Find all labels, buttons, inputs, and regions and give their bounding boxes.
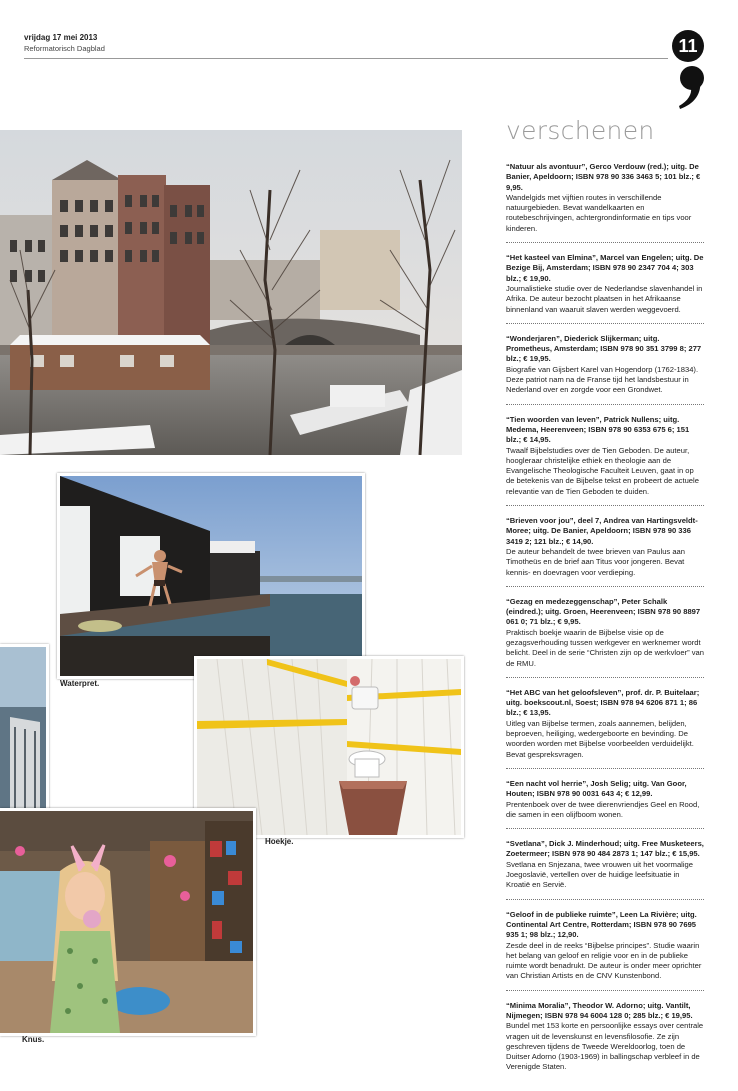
book-heading: “Brieven voor jou”, deel 7, Andrea van Hartingsveldt-Moree; uitg. De Banier, Apeldoorn; ISBN 978 90 336 3419 2; 121 blz.; € 14,90.	[506, 516, 698, 546]
section-title: verschenen	[506, 116, 655, 145]
comma-logo-icon	[672, 64, 712, 110]
list-item	[506, 910, 704, 991]
page-number: 11	[672, 30, 704, 62]
list-item	[506, 253, 704, 324]
list-item	[506, 839, 704, 899]
book-heading: “Minima Moralia”, Theodor W. Adorno; uitg. Vantilt, Nijmegen; ISBN 978 94 6004 128 0; 285 blz.; € 19,95.	[506, 1000, 693, 1020]
list-item	[506, 779, 704, 829]
book-description: Praktisch boekje waarin de Bijbelse visie op de gezagsverhouding tussen werkgever en werknemer wordt belicht. Deel in de serie “Christen zijn op de werkvloer” van de RMU.	[506, 627, 704, 668]
newspaper-name: Reformatorisch Dagblad	[24, 44, 105, 53]
book-description: Journalistieke studie over de Nederlandse slavenhandel in Afrika. De auteur bezocht plaatsen in het Afrikaanse binnenland van waaruit slaven werden weggevoerd.	[506, 283, 703, 314]
book-heading: “Natuur als avontuur”, Gerco Verdouw (red.); uitg. De Banier, Apeldoorn; ISBN 978 90 336 3463 5; 101 blz.; € 9,95.	[506, 162, 701, 192]
book-description: Svetlana en Snjezana, twee vrouwen uit het voormalige Joegoslavië, vertellen over de huidige leefsituatie in Kroatië en Servië.	[506, 859, 694, 890]
book-description: Zesde deel in de reeks “Bijbelse principes”. Studie waarin het belang van geloof en religie voor en in de publieke ruimte wordt benadrukt. De auteur is onder meer oprichter van Christian Artists en de CNV Kunstenbond.	[506, 940, 702, 981]
houseboat-photo	[57, 473, 365, 679]
list-item	[506, 516, 704, 587]
book-description: Bundel met 153 korte en persoonlijke essays over centrale vragen uit de levenskunst en levensfilosofie. Ze zijn geschreven tijdens de Tweede Wereldoorlog, toen de Duitser Adorno (1903-1969) in ballingschap verbleef in de Verenigde Staten.	[506, 1021, 704, 1072]
book-description: De auteur behandelt de twee brieven van Paulus aan Timotheüs en de brief aan Titus voor jongeren. Bevat kennis- en doevragen voor verdieping.	[506, 546, 686, 577]
book-heading: “Gezag en medezeggenschap”, Peter Schalk (eindred.); uitg. Groen, Heerenveen; ISBN 978 90 8897 061 0; 71 blz.; € 9,95.	[506, 596, 701, 627]
book-list	[506, 162, 704, 1091]
caption-hoekje: Hoekje.	[265, 837, 294, 846]
issue-date: vrijdag 17 mei 2013	[24, 33, 98, 42]
list-item	[506, 688, 704, 769]
list-item	[506, 162, 704, 243]
book-heading: “Het ABC van het geloofsleven”, prof. dr. P. Buitelaar; uitg. boekscout.nl, Soest; ISBN 978 94 6206 871 1; 86 blz.; € 13,95.	[506, 687, 700, 718]
book-heading: “Een nacht vol herrie”, Josh Selig; uitg. Van Goor, Houten; ISBN 978 90 0031 643 4; € 12,99.	[506, 778, 687, 799]
girl-interior-photo	[0, 808, 256, 1036]
book-description: Twaalf Bijbelstudies over de Tien Geboden. De auteur, hoogleraar christelijke ethiek en theologie aan de Evangelische Theologische Faculteit Leuven, gaat in op de betekenis van de Bijbelse tekst en probeert de actuele relevantie van de Tien Geboden te duiden.	[506, 445, 699, 496]
book-heading: “Wonderjaren”, Diederick Slijkerman; uitg. Prometheus, Amsterdam; ISBN 978 90 351 3799 8; 277 blz.; € 19,95.	[506, 333, 702, 364]
book-heading: “Svetlana”, Dick J. Minderhoud; uitg. Free Musketeers, Zoetermeer; ISBN 978 90 484 2873 1; 147 blz.; € 15,95.	[506, 839, 704, 859]
book-heading: “Geloof in de publieke ruimte”, Leen La Rivière; uitg. Continental Art Centre, Rotterdam; ISBN 978 90 7695 935 1; 98 blz.; 12,90.	[506, 909, 697, 940]
caption-waterpret: Waterpret.	[60, 679, 100, 688]
list-item	[506, 415, 704, 506]
book-heading: “Het kasteel van Elmina”, Marcel van Engelen; uitg. De Bezige Bij, Amsterdam; ISBN 978 90 2347 704 4; 303 blz.; € 19,90.	[506, 253, 704, 283]
caption-knus: Knus.	[22, 1035, 45, 1044]
canal-photo	[0, 130, 462, 455]
list-item	[506, 597, 704, 678]
book-description: Wandelgids met vijftien routes in verschillende natuurgebieden. Bevat wandelkaarten en routebeschrijvingen, achtergrondinformatie en tips voor kinderen.	[506, 192, 692, 233]
harbor-photo-partial	[0, 644, 49, 814]
book-description: Prentenboek over de twee dierenvriendjes Geel en Rood, die samen in een olijfboom wonen.	[506, 799, 700, 819]
list-item	[506, 334, 704, 405]
header-rule	[24, 58, 668, 59]
book-heading: “Tien woorden van leven”, Patrick Nullens; uitg. Medema, Heerenveen; ISBN 978 90 6353 675 6; 151 blz.; € 14,95.	[506, 414, 690, 445]
book-description: Uitleg van Bijbelse termen, zoals aannemen, belijden, beproeven, heiliging, wedergeboorte en bevinding. De woorden worden met Bijbelse voorbeelden verduidelijkt. Bevat gespreksvragen.	[506, 718, 694, 759]
list-item	[506, 1001, 704, 1081]
book-description: Biografie van Gijsbert Karel van Hogendorp (1762-1834). Deze patriot nam na de Franse tijd het landsbestuur in Nederland over en zorgde voor een Grondwet.	[506, 364, 699, 395]
